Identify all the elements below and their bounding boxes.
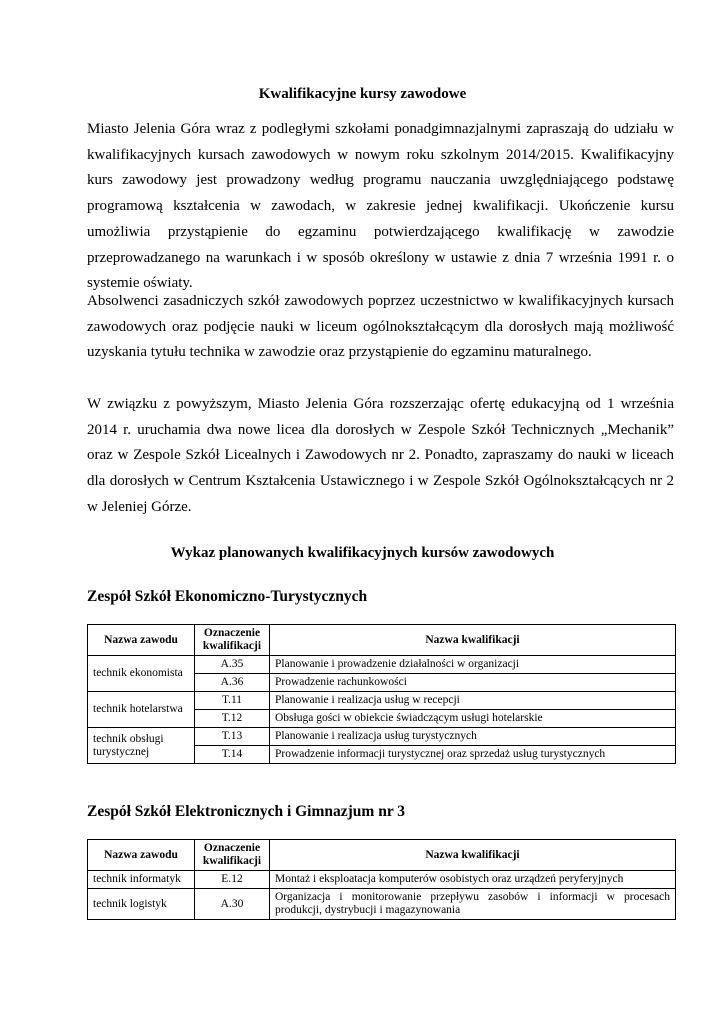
qualification-cell: Prowadzenie informacji turystycznej oraz sprzedaż usług turystycznych [270, 746, 676, 764]
code-cell: T.13 [195, 728, 270, 746]
document-title: Kwalifikacyjne kursy zawodowe [258, 86, 467, 102]
qualification-cell: Prowadzenie rachunkowości [270, 674, 676, 692]
table-row [88, 728, 676, 746]
header-qualification: Nazwa kwalifikacji [270, 840, 676, 871]
code-cell: E.12 [195, 871, 270, 889]
profession-cell: technik ekonomista [88, 656, 195, 692]
paragraph-intro: Miasto Jelenia Góra wraz z podległymi szkołami ponadgimnazjalnymi zapraszają do udziału w kwalifikacyjnych kursach zawodowych w nowym roku szkolnym 2014/2015. Kwalifikacyjny kurs zawodowy jest prowadzony według programu nauczania uwzględniającego podstawę programową kształcenia w zawodach, w zakresie jednej kwalifikacji. Ukończenie kursu umożliwia przystąpienie do egzaminu potwierdzającego kwalifikację w zawodzie przeprowadzanego na warunkach i w sposób określony w ustawie z dnia 7 września 1991 r. o systemie oświaty. [87, 121, 674, 292]
qualifications-table [87, 624, 676, 764]
table-header-row [88, 625, 676, 656]
header-profession: Nazwa zawodu [88, 625, 195, 656]
paragraph-new-schools: W związku z powyższym, Miasto Jelenia Góra rozszerzając ofertę edukacyjną od 1 września 2014 r. uruchamia dwa nowe licea dla dorosłych w Zespole Szkół Technicznych „Mechanik” oraz w Zespole Szkół Licealnych i Zawodowych nr 2. Ponadto, zapraszamy do nauki w liceach dla dorosłych w Centrum Kształcenia Ustawicznego i w Zespole Szkół Ogólnokształcących nr 2 w Jeleniej Górze. [87, 396, 674, 515]
code-cell: T.12 [195, 710, 270, 728]
header-profession: Nazwa zawodu [88, 840, 195, 871]
header-code: Oznaczenie kwalifikacji [195, 840, 270, 871]
table-row [88, 656, 676, 674]
qualification-cell: Planowanie i realizacja usług w recepcji [270, 692, 676, 710]
table-row [88, 889, 676, 920]
header-qualification: Nazwa kwalifikacji [270, 625, 676, 656]
paragraph-graduates: Absolwenci zasadniczych szkół zawodowych poprzez uczestnictwo w kwalifikacyjnych kursach zawodowych oraz podjęcie nauki w liceum ogólnokształcącym dla dorosłych mają możliwość uzyskania tytułu technika w zawodzie oraz przystąpienie do egzaminu maturalnego. [87, 293, 674, 361]
table-header-row [88, 840, 676, 871]
school-heading: Zespół Szkół Ekonomiczno-Turystycznych [87, 588, 368, 605]
profession-cell: technik informatyk [88, 871, 195, 889]
school-heading: Zespół Szkół Elektronicznych i Gimnazjum nr 3 [87, 803, 406, 820]
code-cell: T.11 [195, 692, 270, 710]
profession-cell: technik obsługi turystycznej [88, 728, 195, 764]
profession-cell: technik hotelarstwa [88, 692, 195, 728]
code-cell: A.36 [195, 674, 270, 692]
qualification-cell: Obsługa gości w obiekcie świadczącym usługi hotelarskie [270, 710, 676, 728]
qualification-cell: Organizacja i monitorowanie przepływu zasobów i informacji w procesach produkcji, dystrybucji i magazynowania [270, 889, 676, 920]
code-cell: A.35 [195, 656, 270, 674]
table-row [88, 871, 676, 889]
header-code: Oznaczenie kwalifikacji [195, 625, 270, 656]
table-row [88, 692, 676, 710]
qualifications-table [87, 839, 676, 920]
profession-cell: technik logistyk [88, 889, 195, 920]
qualification-cell: Planowanie i prowadzenie działalności w organizacji [270, 656, 676, 674]
code-cell: A.30 [195, 889, 270, 920]
code-cell: T.14 [195, 746, 270, 764]
list-heading: Wykaz planowanych kwalifikacyjnych kursów zawodowych [170, 545, 555, 561]
qualification-cell: Planowanie i realizacja usług turystycznych [270, 728, 676, 746]
qualification-cell: Montaż i eksploatacja komputerów osobistych oraz urządzeń peryferyjnych [270, 871, 676, 889]
